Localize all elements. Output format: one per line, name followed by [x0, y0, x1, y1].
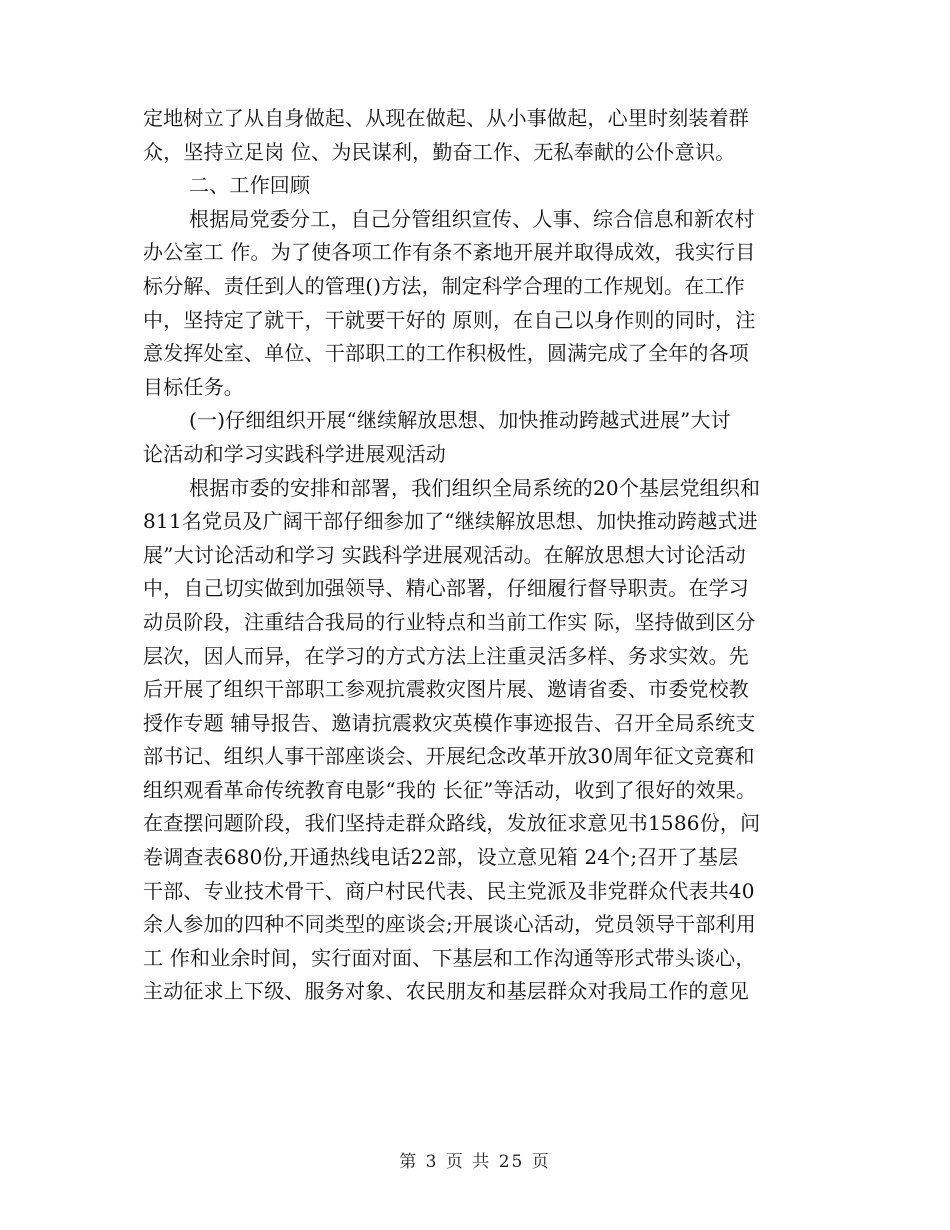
page-footer — [0, 1150, 950, 1174]
text-line: 在查摆问题阶段，我们坚持走群众路线，发放征求意见书1586份，问 — [143, 811, 761, 836]
text-line: 组织观看革命传统教育电影“我的 长征”等活动，收到了很好的效果。 — [143, 777, 757, 802]
text-line: 展”大讨论活动和学习 实践科学进展观活动。在解放思想大讨论活动 — [143, 542, 746, 567]
text-line: 中，自己切实做到加强领导、精心部署，仔细履行督导职责。在学习 — [143, 576, 749, 601]
text-line: 办公室工 作。为了使各项工作有条不紊地开展并取得成效，我实行目 — [143, 240, 756, 265]
text-line: 根据市委的安排和部署，我们组织全局系统的20个基层党组织和 — [189, 475, 761, 500]
text-line: 中，坚持定了就干，干就要干好的 原则，在自己以身作则的同时，注 — [143, 307, 756, 332]
text-line: 论活动和学习实践科学进展观活动 — [143, 441, 446, 466]
document-body — [143, 102, 823, 1009]
text-line: 授作专题 辅导报告、邀请抗震救灾英模作事迹报告、召开全局系统支 — [143, 710, 756, 735]
text-line: 811名党员及广阔干部仔细参加了“继续解放思想、加快推动跨越式进 — [143, 509, 758, 534]
text-line: 众，坚持立足岗 位、为民谋利，勤奋工作、无私奉献的公仆意识。 — [143, 139, 736, 164]
text-line: 目标任务。 — [143, 374, 244, 399]
text-line: 主动征求上下级、服务对象、农民朋友和基层群众对我局工作的意见 — [143, 979, 749, 1004]
page-number-label: 第 3 页 共 25 页 — [399, 1152, 551, 1172]
text-line: 层次，因人而异，在学习的方式方法上注重灵活多样、务求实效。先 — [143, 643, 749, 668]
text-line: (一)仔细组织开展“继续解放思想、加快推动跨越式进展”大讨 — [189, 408, 731, 433]
text-line: 定地树立了从自身做起、从现在做起、从小事做起，心里时刻装着群 — [143, 106, 749, 130]
text-line: 干部、专业技术骨干、商户村民代表、民主党派及非党群众代表共40 — [143, 878, 755, 903]
text-line: 二、工作回顾 — [189, 173, 311, 198]
text-line: 根据局党委分工，自己分管组织宣传、人事、综合信息和新农村 — [189, 206, 755, 231]
text-line: 工 作和业余时间，实行面对面、下基层和工作沟通等形式带头谈心， — [143, 945, 756, 970]
text-line: 余人参加的四种不同类型的座谈会;开展谈心活动，党员领导干部利用 — [143, 912, 756, 937]
text-line: 后开展了组织干部职工参观抗震救灾图片展、邀请省委、市委党校教 — [143, 677, 749, 702]
text-line: 部书记、组织人事干部座谈会、开展纪念改革开放30周年征文竞赛和 — [143, 744, 755, 769]
text-line: 标分解、责任到人的管理()方法，制定科学合理的工作规划。在工作 — [143, 273, 745, 298]
text-line: 动员阶段，注重结合我局的行业特点和当前工作实 际，坚持做到区分 — [143, 609, 756, 634]
text-line: 卷调查表680份,开通热线电话22部，设立意见箱 24个;召开了基层 — [143, 845, 739, 870]
text-line: 意发挥处室、单位、干部职工的工作积极性，圆满完成了全年的各项 — [143, 341, 749, 366]
